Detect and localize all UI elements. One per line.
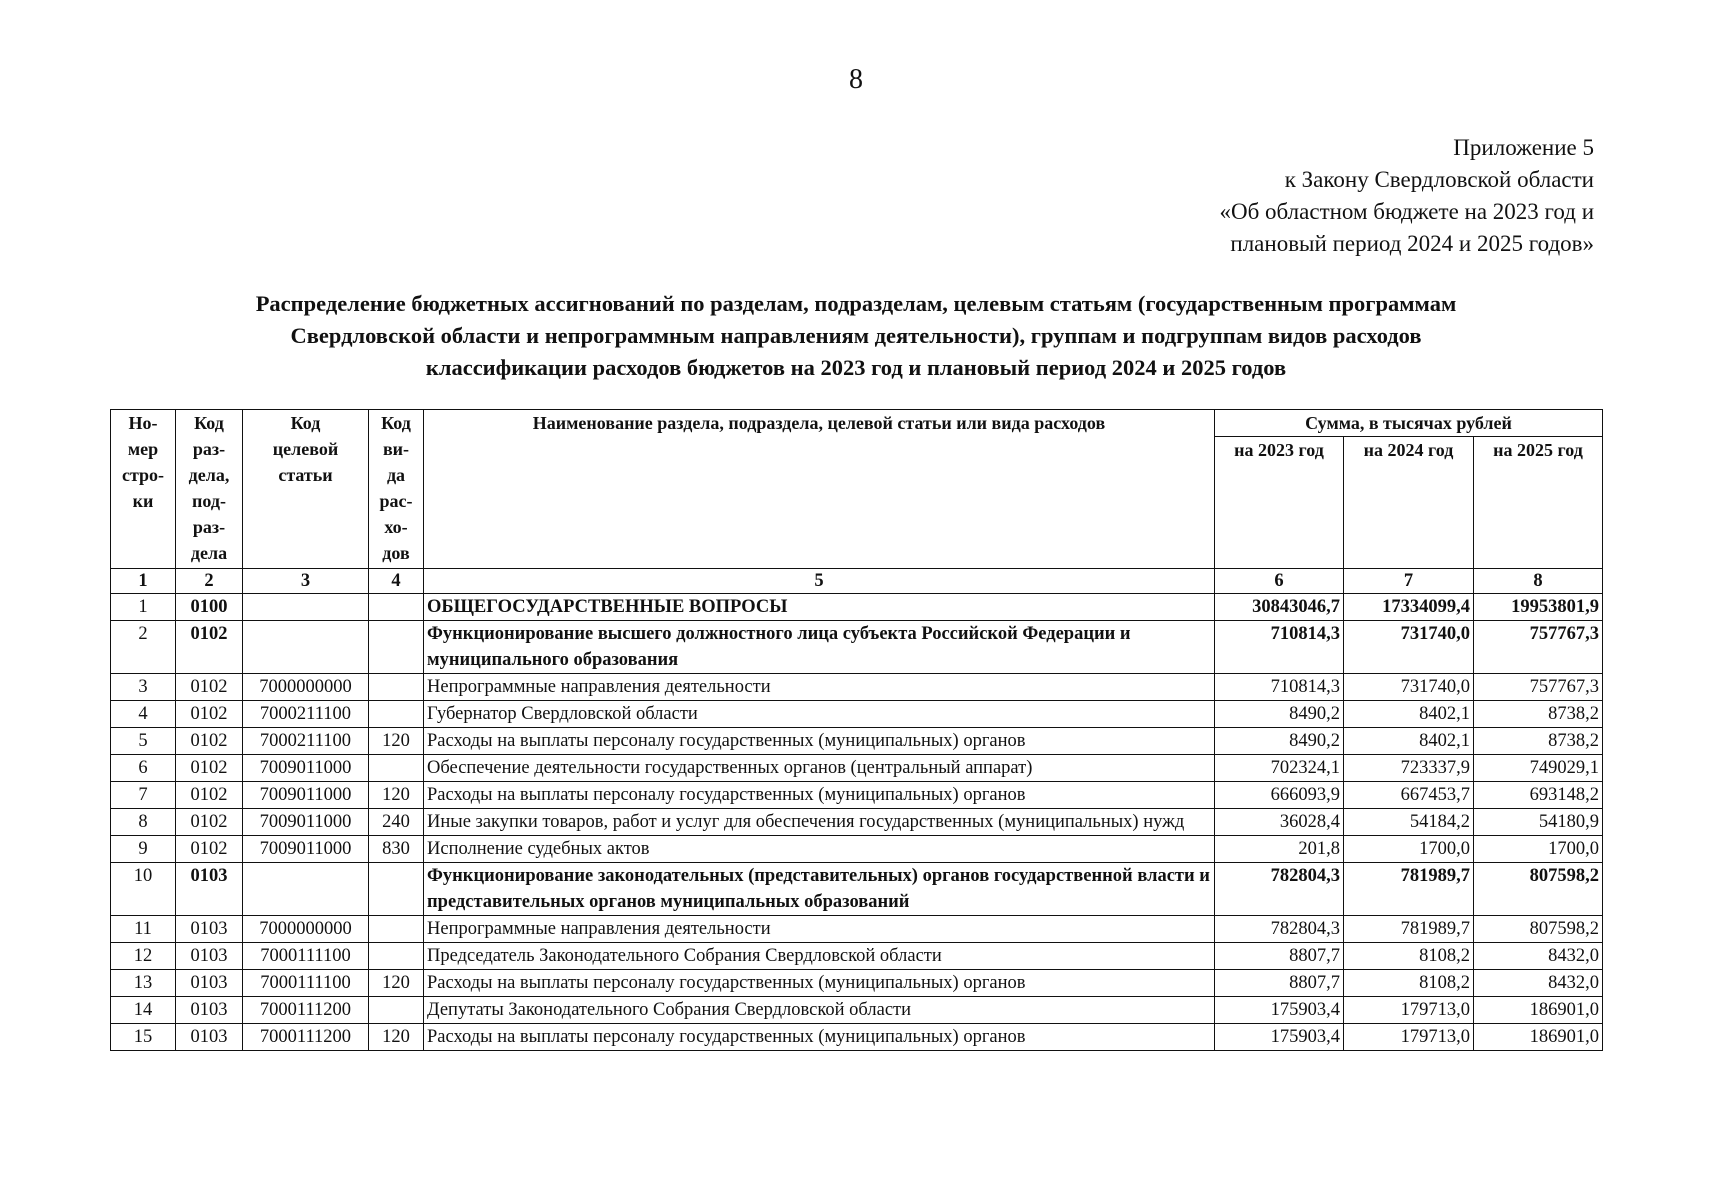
row-number-cell: 6 — [111, 755, 176, 782]
header-sum: Сумма, в тысячах рублей — [1215, 410, 1603, 437]
column-number: 7 — [1344, 569, 1474, 594]
sum-2025-cell: 8432,0 — [1474, 943, 1603, 970]
sum-2024-cell: 731740,0 — [1344, 621, 1474, 674]
appendix-line: к Закону Свердловской области — [1284, 167, 1594, 192]
sum-2025-cell: 19953801,9 — [1474, 594, 1603, 621]
section-code-cell: 0103 — [176, 943, 243, 970]
name-cell: Депутаты Законодательного Собрания Свердловской области — [424, 997, 1215, 1024]
column-number: 3 — [243, 569, 369, 594]
column-number: 8 — [1474, 569, 1603, 594]
section-code-cell: 0102 — [176, 782, 243, 809]
row-number-cell: 7 — [111, 782, 176, 809]
kind-code-cell — [369, 997, 424, 1024]
name-cell: Расходы на выплаты персоналу государственных (муниципальных) органов — [424, 970, 1215, 997]
kind-code-cell: 120 — [369, 728, 424, 755]
kind-code-cell — [369, 863, 424, 916]
section-code-cell: 0102 — [176, 755, 243, 782]
target-code-cell — [243, 621, 369, 674]
sum-2023-cell: 666093,9 — [1215, 782, 1344, 809]
kind-code-cell — [369, 755, 424, 782]
target-code-cell: 7000111200 — [243, 1024, 369, 1051]
header-target-code: Код целевой статьи — [243, 410, 369, 569]
name-cell: Непрограммные направления деятельности — [424, 674, 1215, 701]
section-code-cell: 0103 — [176, 970, 243, 997]
name-cell: Функционирование высшего должностного лица субъекта Российской Федерации и муниципального образования — [424, 621, 1215, 674]
row-number-cell: 8 — [111, 809, 176, 836]
sum-2025-cell: 749029,1 — [1474, 755, 1603, 782]
sum-2025-cell: 693148,2 — [1474, 782, 1603, 809]
column-number: 6 — [1215, 569, 1344, 594]
sum-2024-cell: 723337,9 — [1344, 755, 1474, 782]
sum-2025-cell: 807598,2 — [1474, 916, 1603, 943]
sum-2024-cell: 54184,2 — [1344, 809, 1474, 836]
target-code-cell: 7000111200 — [243, 997, 369, 1024]
target-code-cell: 7009011000 — [243, 782, 369, 809]
table-body — [111, 594, 1603, 1051]
sum-2025-cell: 757767,3 — [1474, 674, 1603, 701]
header-name: Наименование раздела, подраздела, целевой статьи или вида расходов — [424, 410, 1215, 569]
kind-code-cell — [369, 943, 424, 970]
target-code-cell: 7009011000 — [243, 755, 369, 782]
name-cell: ОБЩЕГОСУДАРСТВЕННЫЕ ВОПРОСЫ — [424, 594, 1215, 621]
row-number-cell: 4 — [111, 701, 176, 728]
sum-2025-cell: 54180,9 — [1474, 809, 1603, 836]
sum-2025-cell: 8738,2 — [1474, 701, 1603, 728]
row-number-cell: 11 — [111, 916, 176, 943]
sum-2025-cell: 8432,0 — [1474, 970, 1603, 997]
target-code-cell: 7000111100 — [243, 943, 369, 970]
row-number-cell: 10 — [111, 863, 176, 916]
title-line: Распределение бюджетных ассигнований по разделам, подразделам, целевым статьям (государственным программам — [255, 291, 1457, 316]
kind-code-cell: 240 — [369, 809, 424, 836]
sum-2025-cell: 807598,2 — [1474, 863, 1603, 916]
title-line: классификации расходов бюджетов на 2023 год и плановый период 2024 и 2025 годов — [425, 355, 1287, 380]
kind-code-cell — [369, 916, 424, 943]
table-row — [111, 916, 1603, 943]
budget-table — [110, 409, 1603, 1051]
column-number-row — [111, 569, 1603, 594]
name-cell: Губернатор Свердловской области — [424, 701, 1215, 728]
sum-2023-cell: 175903,4 — [1215, 1024, 1344, 1051]
sum-2023-cell: 8807,7 — [1215, 970, 1344, 997]
kind-code-cell: 120 — [369, 1024, 424, 1051]
sum-2024-cell: 1700,0 — [1344, 836, 1474, 863]
header-year-2025: на 2025 год — [1474, 437, 1603, 569]
table-row — [111, 621, 1603, 674]
row-number-cell: 13 — [111, 970, 176, 997]
title-line: Свердловской области и непрограммным направлениям деятельности), группам и подгруппам видов расходов — [290, 323, 1422, 348]
target-code-cell: 7000211100 — [243, 728, 369, 755]
name-cell: Расходы на выплаты персоналу государственных (муниципальных) органов — [424, 728, 1215, 755]
document-title — [150, 288, 1562, 384]
row-number-cell: 2 — [111, 621, 176, 674]
column-number: 5 — [424, 569, 1215, 594]
table-row — [111, 728, 1603, 755]
header-year-2023: на 2023 год — [1215, 437, 1344, 569]
sum-2024-cell: 8108,2 — [1344, 943, 1474, 970]
table-row — [111, 782, 1603, 809]
name-cell: Расходы на выплаты персоналу государственных (муниципальных) органов — [424, 782, 1215, 809]
row-number-cell: 9 — [111, 836, 176, 863]
column-number: 2 — [176, 569, 243, 594]
kind-code-cell — [369, 594, 424, 621]
table-row — [111, 809, 1603, 836]
row-number-cell: 14 — [111, 997, 176, 1024]
sum-2024-cell: 731740,0 — [1344, 674, 1474, 701]
target-code-cell: 7000111100 — [243, 970, 369, 997]
page-number: 8 — [849, 64, 863, 95]
target-code-cell: 7009011000 — [243, 809, 369, 836]
appendix-block — [1219, 132, 1594, 260]
row-number-cell: 12 — [111, 943, 176, 970]
sum-2024-cell: 179713,0 — [1344, 997, 1474, 1024]
table-row — [111, 970, 1603, 997]
sum-2023-cell: 30843046,7 — [1215, 594, 1344, 621]
table-row — [111, 755, 1603, 782]
section-code-cell: 0102 — [176, 701, 243, 728]
sum-2024-cell: 17334099,4 — [1344, 594, 1474, 621]
section-code-cell: 0102 — [176, 809, 243, 836]
header-row-number: Но- мер стро- ки — [111, 410, 176, 569]
section-code-cell: 0103 — [176, 916, 243, 943]
sum-2024-cell: 781989,7 — [1344, 863, 1474, 916]
table-row — [111, 863, 1603, 916]
table-row — [111, 1024, 1603, 1051]
column-number: 1 — [111, 569, 176, 594]
kind-code-cell — [369, 621, 424, 674]
row-number-cell: 15 — [111, 1024, 176, 1051]
sum-2023-cell: 36028,4 — [1215, 809, 1344, 836]
header-kind-code: Код ви- да рас- хо- дов — [369, 410, 424, 569]
sum-2024-cell: 8402,1 — [1344, 728, 1474, 755]
row-number-cell: 1 — [111, 594, 176, 621]
table-row — [111, 674, 1603, 701]
row-number-cell: 5 — [111, 728, 176, 755]
target-code-cell — [243, 594, 369, 621]
kind-code-cell — [369, 674, 424, 701]
table-row — [111, 943, 1603, 970]
table-row — [111, 594, 1603, 621]
kind-code-cell: 120 — [369, 970, 424, 997]
name-cell: Обеспечение деятельности государственных органов (центральный аппарат) — [424, 755, 1215, 782]
name-cell: Непрограммные направления деятельности — [424, 916, 1215, 943]
row-number-cell: 3 — [111, 674, 176, 701]
table-header-row — [111, 410, 1603, 437]
sum-2024-cell: 781989,7 — [1344, 916, 1474, 943]
sum-2023-cell: 175903,4 — [1215, 997, 1344, 1024]
name-cell: Исполнение судебных актов — [424, 836, 1215, 863]
section-code-cell: 0102 — [176, 621, 243, 674]
header-section-code: Код раз- дела, под- раз- дела — [176, 410, 243, 569]
table-row — [111, 997, 1603, 1024]
target-code-cell: 7000211100 — [243, 701, 369, 728]
sum-2024-cell: 8108,2 — [1344, 970, 1474, 997]
name-cell: Председатель Законодательного Собрания Свердловской области — [424, 943, 1215, 970]
section-code-cell: 0103 — [176, 1024, 243, 1051]
section-code-cell: 0103 — [176, 863, 243, 916]
section-code-cell: 0102 — [176, 836, 243, 863]
section-code-cell: 0100 — [176, 594, 243, 621]
sum-2023-cell: 710814,3 — [1215, 674, 1344, 701]
sum-2024-cell: 8402,1 — [1344, 701, 1474, 728]
target-code-cell: 7009011000 — [243, 836, 369, 863]
sum-2025-cell: 186901,0 — [1474, 1024, 1603, 1051]
sum-2023-cell: 710814,3 — [1215, 621, 1344, 674]
sum-2025-cell: 186901,0 — [1474, 997, 1603, 1024]
section-code-cell: 0102 — [176, 728, 243, 755]
kind-code-cell: 120 — [369, 782, 424, 809]
sum-2023-cell: 702324,1 — [1215, 755, 1344, 782]
sum-2024-cell: 179713,0 — [1344, 1024, 1474, 1051]
section-code-cell: 0103 — [176, 997, 243, 1024]
kind-code-cell: 830 — [369, 836, 424, 863]
sum-2024-cell: 667453,7 — [1344, 782, 1474, 809]
sum-2023-cell: 8490,2 — [1215, 701, 1344, 728]
sum-2025-cell: 757767,3 — [1474, 621, 1603, 674]
name-cell: Расходы на выплаты персоналу государственных (муниципальных) органов — [424, 1024, 1215, 1051]
sum-2025-cell: 1700,0 — [1474, 836, 1603, 863]
appendix-line: плановый период 2024 и 2025 годов» — [1230, 231, 1594, 256]
target-code-cell: 7000000000 — [243, 916, 369, 943]
sum-2025-cell: 8738,2 — [1474, 728, 1603, 755]
name-cell: Функционирование законодательных (представительных) органов государственной власти и представительных органов муниципальных образований — [424, 863, 1215, 916]
appendix-line: «Об областном бюджете на 2023 год и — [1219, 199, 1594, 224]
table-row — [111, 701, 1603, 728]
sum-2023-cell: 782804,3 — [1215, 916, 1344, 943]
sum-2023-cell: 8807,7 — [1215, 943, 1344, 970]
appendix-line: Приложение 5 — [1453, 135, 1594, 160]
header-year-2024: на 2024 год — [1344, 437, 1474, 569]
sum-2023-cell: 8490,2 — [1215, 728, 1344, 755]
section-code-cell: 0102 — [176, 674, 243, 701]
name-cell: Иные закупки товаров, работ и услуг для обеспечения государственных (муниципальных) нужд — [424, 809, 1215, 836]
kind-code-cell — [369, 701, 424, 728]
target-code-cell: 7000000000 — [243, 674, 369, 701]
table-row — [111, 836, 1603, 863]
target-code-cell — [243, 863, 369, 916]
column-number: 4 — [369, 569, 424, 594]
sum-2023-cell: 201,8 — [1215, 836, 1344, 863]
sum-2023-cell: 782804,3 — [1215, 863, 1344, 916]
